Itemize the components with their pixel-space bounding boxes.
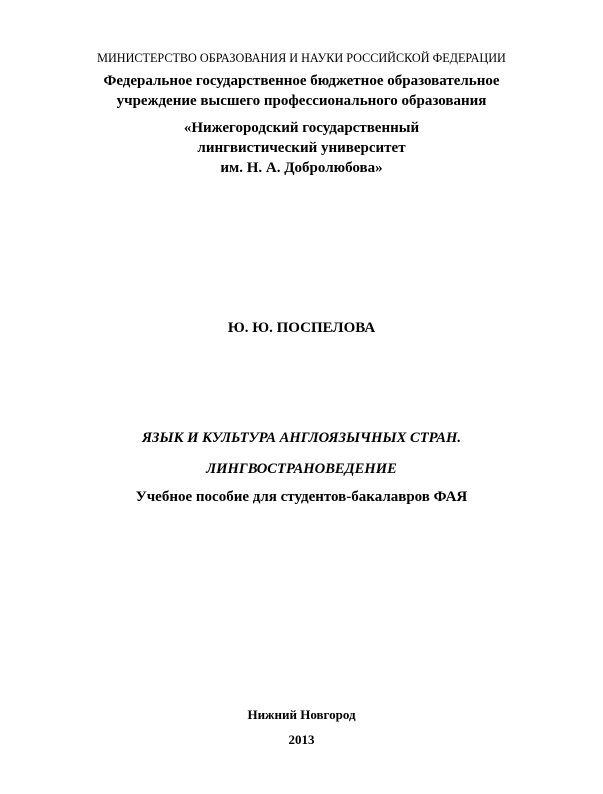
book-title-line-2: ЛИНГВОСТРАНОВЕДЕНИЕ xyxy=(206,461,397,477)
book-title-line-1: ЯЗЫК И КУЛЬТУРА АНГЛОЯЗЫЧНЫХ СТРАН. xyxy=(141,430,461,446)
book-subtitle: Учебное пособие для студентов-бакалавров ФАЯ xyxy=(135,489,468,505)
publication-year: 2013 xyxy=(288,732,315,747)
institution-name-line-1: Федеральное государственное бюджетное образовательное xyxy=(103,73,500,89)
author-name: Ю. Ю. ПОСПЕЛОВА xyxy=(227,320,376,336)
publication-city: Нижний Новгород xyxy=(247,707,356,722)
university-name-line-1: «Нижегородский государственный xyxy=(183,120,420,136)
institution-name-line-2: учреждение высшего профессионального образования xyxy=(116,93,487,109)
university-name-line-3: им. Н. А. Добролюбова» xyxy=(220,160,383,176)
ministry-name: МИНИСТЕРСТВО ОБРАЗОВАНИЯ И НАУКИ РОССИЙСКОЙ ФЕДЕРАЦИИ xyxy=(97,51,506,65)
university-name-line-2: лингвистический университет xyxy=(197,140,406,156)
